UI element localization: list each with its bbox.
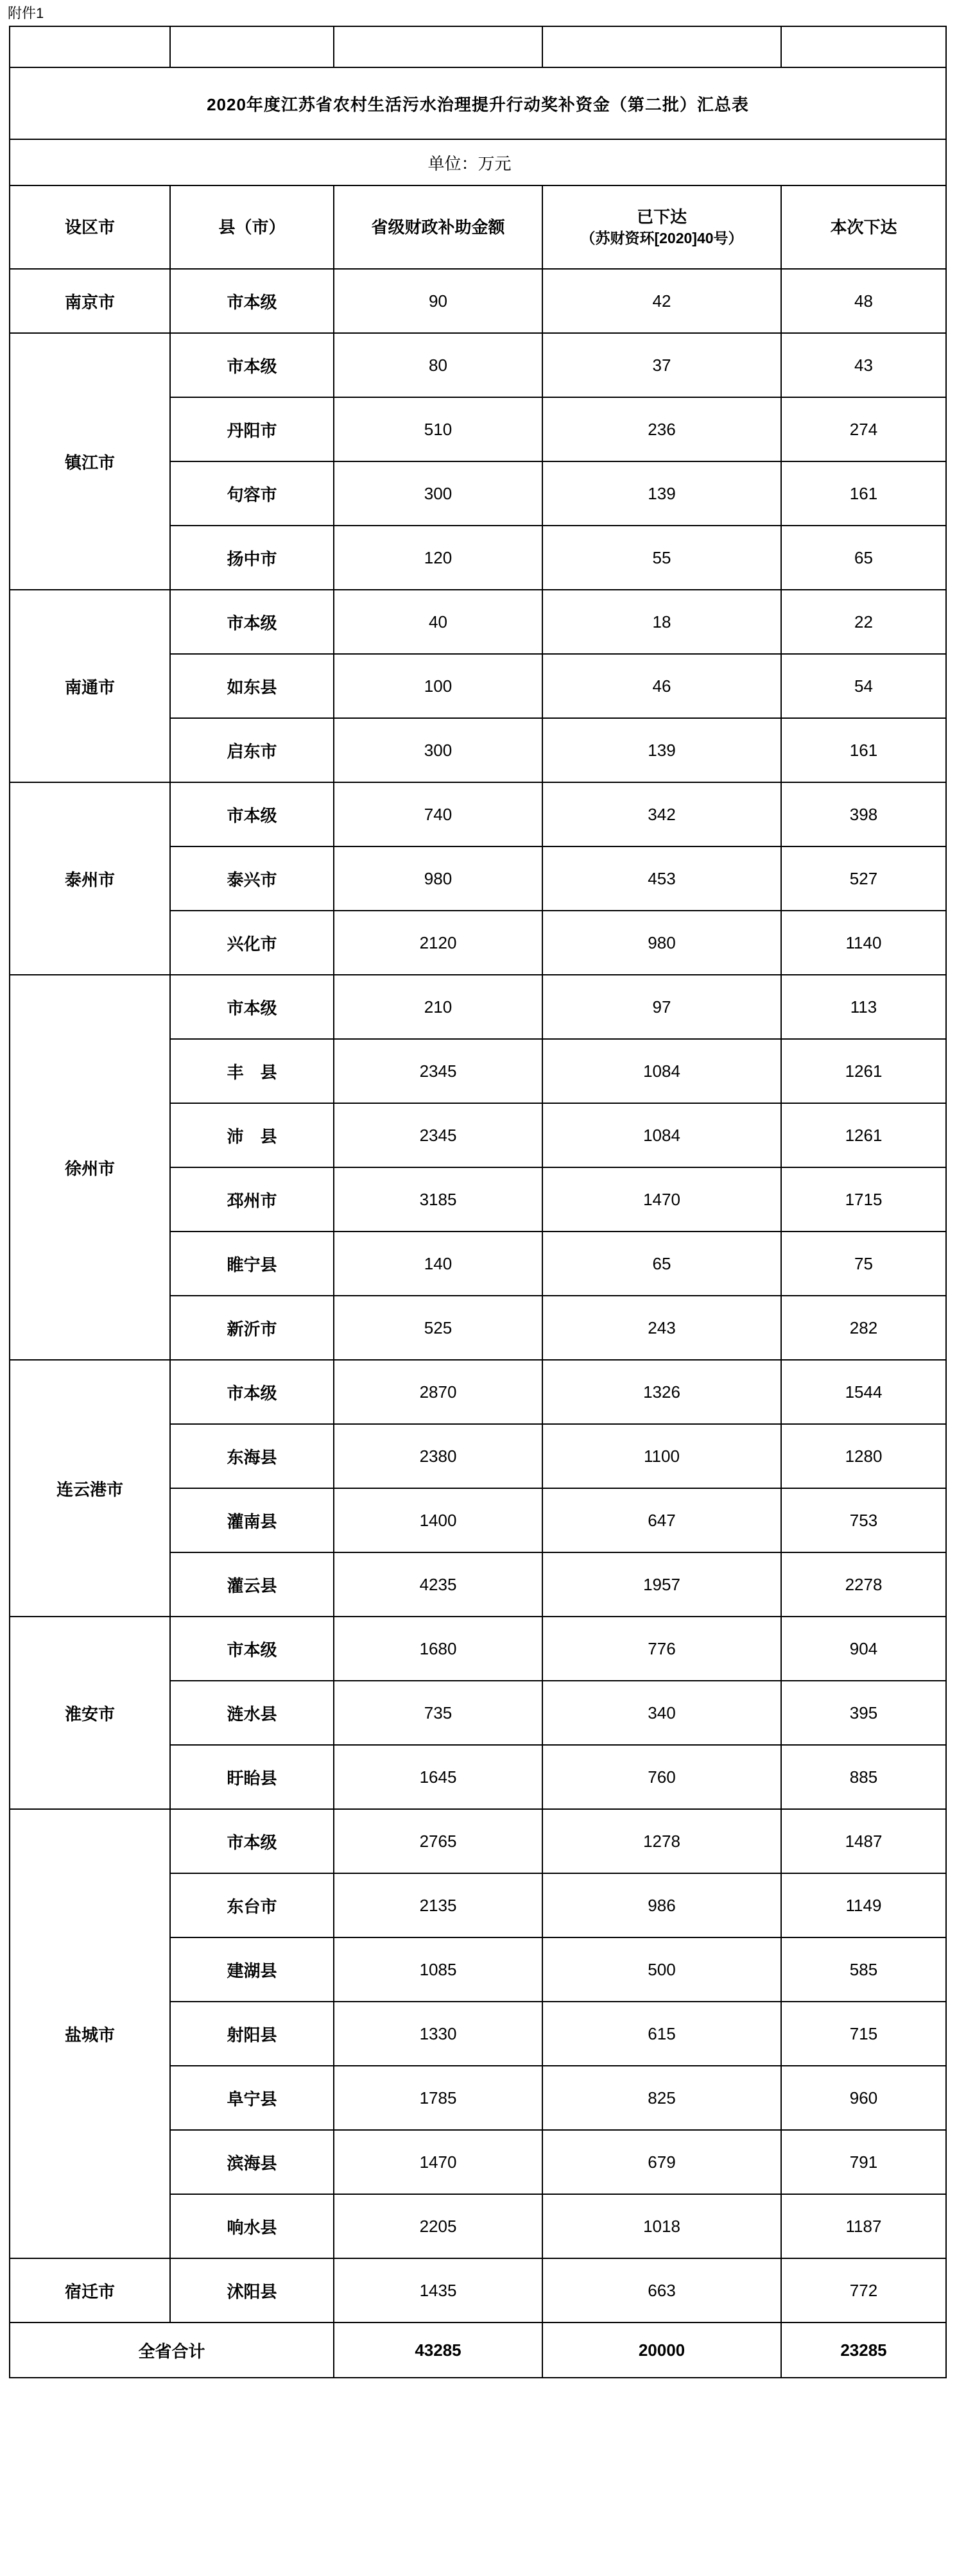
issued-amount-cell: 97 — [542, 975, 781, 1039]
current-amount-cell: 282 — [781, 1296, 946, 1360]
current-amount-cell: 395 — [781, 1681, 946, 1745]
county-cell: 兴化市 — [170, 911, 334, 975]
issued-amount-cell: 236 — [542, 397, 781, 461]
issued-amount-cell: 776 — [542, 1617, 781, 1681]
current-amount-cell: 1140 — [781, 911, 946, 975]
subsidy-amount-cell: 120 — [334, 526, 542, 590]
county-cell: 涟水县 — [170, 1681, 334, 1745]
county-cell: 沛 县 — [170, 1103, 334, 1167]
county-cell: 邳州市 — [170, 1167, 334, 1232]
table-row — [10, 269, 946, 333]
subsidy-summary-table — [9, 26, 947, 2378]
current-amount-cell: 54 — [781, 654, 946, 718]
current-amount-cell: 274 — [781, 397, 946, 461]
current-amount-cell: 161 — [781, 461, 946, 526]
issued-amount-cell: 679 — [542, 2130, 781, 2194]
county-cell: 市本级 — [170, 333, 334, 397]
county-cell: 丰 县 — [170, 1039, 334, 1103]
current-amount-cell: 1149 — [781, 1873, 946, 1937]
table-row — [10, 2258, 946, 2323]
issued-amount-cell: 340 — [542, 1681, 781, 1745]
current-amount-cell: 1187 — [781, 2194, 946, 2258]
county-cell: 灌云县 — [170, 1552, 334, 1617]
current-amount-cell: 1715 — [781, 1167, 946, 1232]
column-header-county: 县（市） — [170, 185, 334, 269]
county-cell: 沭阳县 — [170, 2258, 334, 2323]
county-cell: 泰兴市 — [170, 846, 334, 911]
city-cell: 徐州市 — [10, 975, 170, 1360]
issued-amount-cell: 37 — [542, 333, 781, 397]
current-amount-cell: 715 — [781, 2002, 946, 2066]
current-amount-cell: 48 — [781, 269, 946, 333]
county-cell: 市本级 — [170, 782, 334, 846]
city-cell: 镇江市 — [10, 333, 170, 590]
issued-amount-cell: 139 — [542, 718, 781, 782]
issued-amount-cell: 1084 — [542, 1103, 781, 1167]
issued-amount-cell: 1278 — [542, 1809, 781, 1873]
subsidy-amount-cell: 40 — [334, 590, 542, 654]
table-top-spacer-row — [10, 26, 946, 67]
current-amount-cell: 527 — [781, 846, 946, 911]
subsidy-amount-cell: 300 — [334, 718, 542, 782]
subsidy-amount-cell: 2345 — [334, 1103, 542, 1167]
county-cell: 滨海县 — [170, 2130, 334, 2194]
current-amount-cell: 1261 — [781, 1039, 946, 1103]
current-amount-cell: 1544 — [781, 1360, 946, 1424]
subsidy-amount-cell: 980 — [334, 846, 542, 911]
subsidy-amount-cell: 3185 — [334, 1167, 542, 1232]
issued-amount-cell: 1957 — [542, 1552, 781, 1617]
subsidy-amount-cell: 2380 — [334, 1424, 542, 1488]
issued-amount-cell: 986 — [542, 1873, 781, 1937]
county-cell: 睢宁县 — [170, 1232, 334, 1296]
unit-row — [10, 139, 946, 185]
subsidy-amount-cell: 510 — [334, 397, 542, 461]
subsidy-amount-cell: 1645 — [334, 1745, 542, 1809]
issued-amount-cell: 1326 — [542, 1360, 781, 1424]
issued-amount-cell: 55 — [542, 526, 781, 590]
current-amount-cell: 1487 — [781, 1809, 946, 1873]
subsidy-amount-cell: 140 — [334, 1232, 542, 1296]
current-amount-cell: 885 — [781, 1745, 946, 1809]
current-amount-cell: 772 — [781, 2258, 946, 2323]
subsidy-amount-cell: 1435 — [334, 2258, 542, 2323]
table-row — [10, 975, 946, 1039]
county-cell: 东海县 — [170, 1424, 334, 1488]
current-amount-cell: 585 — [781, 1937, 946, 2002]
issued-amount-cell: 663 — [542, 2258, 781, 2323]
total-current: 23285 — [781, 2323, 946, 2378]
city-cell: 南通市 — [10, 590, 170, 782]
issued-amount-cell: 500 — [542, 1937, 781, 2002]
subsidy-amount-cell: 2870 — [334, 1360, 542, 1424]
subsidy-amount-cell: 740 — [334, 782, 542, 846]
county-cell: 扬中市 — [170, 526, 334, 590]
subsidy-amount-cell: 2120 — [334, 911, 542, 975]
current-amount-cell: 65 — [781, 526, 946, 590]
table-header-row — [10, 185, 946, 269]
spacer-cell — [781, 26, 946, 67]
current-amount-cell: 75 — [781, 1232, 946, 1296]
issued-amount-cell: 65 — [542, 1232, 781, 1296]
issued-amount-cell: 139 — [542, 461, 781, 526]
county-cell: 射阳县 — [170, 2002, 334, 2066]
county-cell: 市本级 — [170, 1360, 334, 1424]
issued-amount-cell: 42 — [542, 269, 781, 333]
subsidy-amount-cell: 1400 — [334, 1488, 542, 1552]
title-row — [10, 67, 946, 139]
column-header-issued-main: 已下达 — [636, 207, 687, 227]
table-row — [10, 333, 946, 397]
spacer-cell — [170, 26, 334, 67]
issued-amount-cell: 46 — [542, 654, 781, 718]
issued-amount-cell: 1470 — [542, 1167, 781, 1232]
city-cell: 盐城市 — [10, 1809, 170, 2258]
issued-amount-cell: 647 — [542, 1488, 781, 1552]
county-cell: 启东市 — [170, 718, 334, 782]
issued-amount-cell: 18 — [542, 590, 781, 654]
issued-amount-cell: 825 — [542, 2066, 781, 2130]
county-cell: 如东县 — [170, 654, 334, 718]
current-amount-cell: 904 — [781, 1617, 946, 1681]
total-issued: 20000 — [542, 2323, 781, 2378]
spacer-cell — [10, 26, 170, 67]
county-cell: 新沂市 — [170, 1296, 334, 1360]
column-header-current: 本次下达 — [781, 185, 946, 269]
current-amount-cell: 1261 — [781, 1103, 946, 1167]
subsidy-amount-cell: 2345 — [334, 1039, 542, 1103]
county-cell: 阜宁县 — [170, 2066, 334, 2130]
current-amount-cell: 791 — [781, 2130, 946, 2194]
issued-amount-cell: 1084 — [542, 1039, 781, 1103]
document-title: 2020年度江苏省农村生活污水治理提升行动奖补资金（第二批）汇总表 — [10, 67, 946, 139]
county-cell: 市本级 — [170, 269, 334, 333]
city-cell: 连云港市 — [10, 1360, 170, 1617]
county-cell: 盱眙县 — [170, 1745, 334, 1809]
current-amount-cell: 113 — [781, 975, 946, 1039]
subsidy-amount-cell: 1680 — [334, 1617, 542, 1681]
unit-note: 单位：万元 — [10, 139, 946, 185]
subsidy-amount-cell: 1785 — [334, 2066, 542, 2130]
county-cell: 丹阳市 — [170, 397, 334, 461]
issued-amount-cell: 1100 — [542, 1424, 781, 1488]
current-amount-cell: 43 — [781, 333, 946, 397]
table-row — [10, 590, 946, 654]
county-cell: 东台市 — [170, 1873, 334, 1937]
total-label: 全省合计 — [10, 2323, 334, 2378]
city-cell: 南京市 — [10, 269, 170, 333]
county-cell: 句容市 — [170, 461, 334, 526]
table-row — [10, 1809, 946, 1873]
county-cell: 市本级 — [170, 975, 334, 1039]
issued-amount-cell: 760 — [542, 1745, 781, 1809]
column-header-issued — [542, 185, 781, 269]
subsidy-amount-cell: 735 — [334, 1681, 542, 1745]
table-body — [10, 26, 946, 2378]
current-amount-cell: 161 — [781, 718, 946, 782]
spacer-cell — [334, 26, 542, 67]
current-amount-cell: 1280 — [781, 1424, 946, 1488]
issued-amount-cell: 453 — [542, 846, 781, 911]
issued-amount-cell: 615 — [542, 2002, 781, 2066]
current-amount-cell: 22 — [781, 590, 946, 654]
issued-amount-cell: 342 — [542, 782, 781, 846]
subsidy-amount-cell: 100 — [334, 654, 542, 718]
subsidy-amount-cell: 525 — [334, 1296, 542, 1360]
column-header-subsidy: 省级财政补助金额 — [334, 185, 542, 269]
subsidy-amount-cell: 4235 — [334, 1552, 542, 1617]
subsidy-amount-cell: 2205 — [334, 2194, 542, 2258]
county-cell: 市本级 — [170, 590, 334, 654]
issued-amount-cell: 1018 — [542, 2194, 781, 2258]
subsidy-amount-cell: 2765 — [334, 1809, 542, 1873]
county-cell: 市本级 — [170, 1617, 334, 1681]
table-row — [10, 1617, 946, 1681]
total-row — [10, 2323, 946, 2378]
subsidy-amount-cell: 1470 — [334, 2130, 542, 2194]
subsidy-amount-cell: 1085 — [334, 1937, 542, 2002]
subsidy-amount-cell: 90 — [334, 269, 542, 333]
county-cell: 灌南县 — [170, 1488, 334, 1552]
attachment-label: 附件1 — [8, 5, 44, 21]
county-cell: 市本级 — [170, 1809, 334, 1873]
table-row — [10, 782, 946, 846]
total-subsidy: 43285 — [334, 2323, 542, 2378]
spacer-cell — [542, 26, 781, 67]
column-header-issued-sub: （苏财资环[2020]40号） — [580, 230, 743, 247]
issued-amount-cell: 980 — [542, 911, 781, 975]
city-cell: 淮安市 — [10, 1617, 170, 1809]
current-amount-cell: 398 — [781, 782, 946, 846]
current-amount-cell: 2278 — [781, 1552, 946, 1617]
issued-amount-cell: 243 — [542, 1296, 781, 1360]
subsidy-amount-cell: 1330 — [334, 2002, 542, 2066]
table-row — [10, 1360, 946, 1424]
county-cell: 建湖县 — [170, 1937, 334, 2002]
subsidy-amount-cell: 300 — [334, 461, 542, 526]
subsidy-amount-cell: 210 — [334, 975, 542, 1039]
current-amount-cell: 960 — [781, 2066, 946, 2130]
county-cell: 响水县 — [170, 2194, 334, 2258]
subsidy-amount-cell: 2135 — [334, 1873, 542, 1937]
current-amount-cell: 753 — [781, 1488, 946, 1552]
subsidy-amount-cell: 80 — [334, 333, 542, 397]
column-header-city: 设区市 — [10, 185, 170, 269]
city-cell: 宿迁市 — [10, 2258, 170, 2323]
city-cell: 泰州市 — [10, 782, 170, 975]
